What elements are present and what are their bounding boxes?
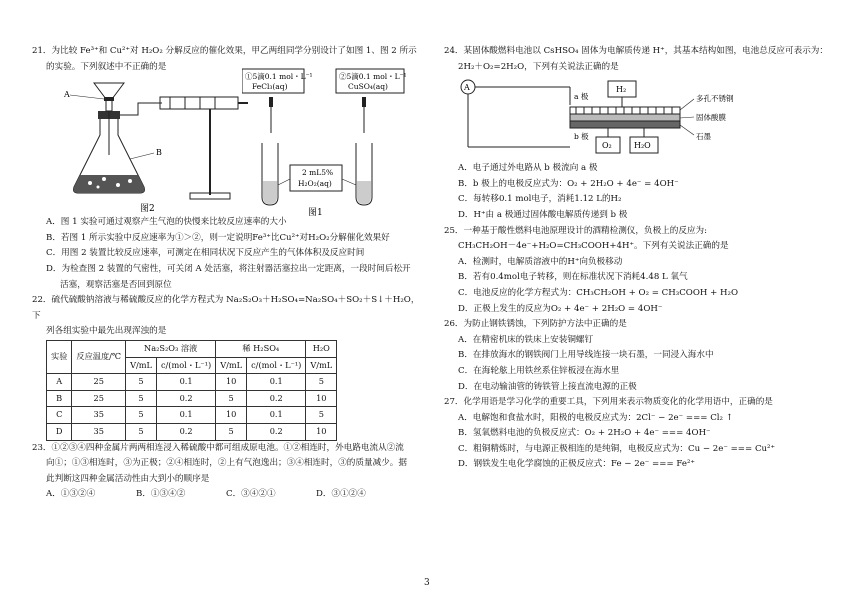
table-sub-v: V/mL — [216, 357, 247, 374]
layer-label-steel: 多孔不锈钢 — [696, 94, 734, 104]
q23-options — [32, 487, 422, 503]
q25-option-b: B．若有0.4mol电子转移，则在标准状况下消耗4.48 L 氧气 — [458, 272, 688, 283]
q21-option-d-line1: D．为检查图 2 装置的气密性，可关闭 A 处活塞，将注射器活塞拉出一定距离，一段时间后松开 — [46, 263, 411, 274]
table-cell: 5 — [306, 374, 337, 391]
q24-option-d: D．H⁺由 a 极通过固体酸电解质传递到 b 极 — [458, 209, 628, 220]
table-cell: B — [47, 390, 72, 407]
right-column — [444, 0, 834, 473]
table-cell: 0.2 — [156, 390, 215, 407]
q26-option-d: D．在电动输油管的铸铁管上接直流电源的正极 — [458, 381, 637, 392]
fig1-box1-line1: ①5滴0.1 mol・L⁻¹ — [245, 72, 313, 82]
q23-stem-line1: 23．①②③④四种金属片两两相连浸入稀硫酸中都可组成原电池。①②相连时，外电路电流从②流 — [32, 442, 404, 453]
table-cell: 0.2 — [247, 390, 306, 407]
q23-option-d: D．③①②④ — [316, 489, 366, 500]
q27-stem: 27．化学用语是学习化学的重要工具，下列用来表示物质变化的化学用语中，正确的是 — [444, 397, 773, 408]
electrode-a-label: a 极 — [574, 92, 589, 102]
table-row — [47, 423, 337, 440]
table-cell: 10 — [306, 390, 337, 407]
q25-option-d: D．正极上发生的反应为O₂ + 4e⁻ + 2H₂O = 4OH⁻ — [458, 303, 663, 314]
table-cell: 0.1 — [247, 407, 306, 424]
fig1-box3-line1: 2 mL5% — [302, 168, 334, 178]
table-cell: C — [47, 407, 72, 424]
table-cell: 0.1 — [156, 374, 215, 391]
q27-option-a: A．电解饱和食盐水时，阳极的电极反应式为：2Cl⁻ − 2e⁻ === Cl₂ ↑ — [458, 412, 733, 423]
figure-2-apparatus — [60, 75, 250, 215]
q22-stem-line1: 22．硫代硫酸钠溶液与稀硫酸反应的化学方程式为 Na₂S₂O₃＋H₂SO₄=Na₂SO₄＋SO₂＋S↓＋H₂O，下 — [32, 295, 420, 321]
table-header-h2so4: 稀 H₂SO₄ — [216, 340, 306, 357]
q25-stem-line2: CH₃CH₂OH－4e⁻+H₂O=CH₃COOH+4H⁺。下列有关说法正确的是 — [458, 241, 729, 252]
fig1-box3-line2: H₂O₂(aq) — [298, 179, 332, 189]
q26-stem: 26．为防止钢铁锈蚀，下列防护方法中正确的是 — [444, 319, 627, 330]
q27-option-b: B．氢氧燃料电池的负极反应式：O₂ + 2H₂O + 4e⁻ === 4OH⁻ — [458, 428, 711, 439]
table-sub-v: V/mL — [126, 357, 157, 374]
fig1-caption: 图1 — [308, 208, 323, 218]
q24-option-b: B．b 极上的电极反应式为：O₂ + 2H₂O + 4e⁻ = 4OH⁻ — [458, 178, 679, 189]
q26-option-c: C．在海轮舷上用铁丝系住锌板浸在海水里 — [458, 365, 620, 376]
table-cell: 25 — [72, 374, 126, 391]
table-cell: 5 — [126, 390, 157, 407]
fig2-label-b: B — [156, 148, 162, 158]
electrode-b-label: b 极 — [574, 132, 589, 142]
ammeter-label: A — [464, 83, 470, 93]
q25-option-a: A．检测时，电解质溶液中的H⁺向负极移动 — [458, 256, 623, 267]
table-sub-c: c/(mol・L⁻¹) — [247, 357, 306, 374]
table-cell: 25 — [72, 390, 126, 407]
q23-option-b: B．①③④② — [136, 489, 186, 500]
table-cell: 35 — [72, 407, 126, 424]
table-cell: 0.1 — [247, 374, 306, 391]
fig1-box1-line2: FeCl₃(aq) — [252, 82, 288, 92]
table-cell: 5 — [216, 423, 247, 440]
q23-stem-line3: 此判断这四种金属活动性由大到小的顺序是 — [46, 473, 210, 484]
layer-label-membrane: 固体酸膜 — [696, 113, 726, 123]
q21-option-b: B．若图 1 所示实验中反应速率为①＞②，则一定说明Fe³⁺比Cu²⁺对H₂O₂分解催化效果好 — [46, 232, 390, 243]
table-cell: 5 — [216, 390, 247, 407]
table-cell: 5 — [126, 407, 157, 424]
table-cell: 10 — [216, 407, 247, 424]
q24-option-a: A．电子通过外电路从 b 极流向 a 极 — [458, 163, 598, 174]
q23-option-a: A．①③②④ — [46, 489, 96, 500]
h2o-label: H₂O — [634, 141, 651, 151]
q21-stem-line1: 21．为比较 Fe³⁺和 Cu²⁺对 H₂O₂ 分解反应的催化效果，甲乙两组同学分别设计了如图 1、图 2 所示 — [32, 46, 417, 56]
table-cell: 0.2 — [156, 423, 215, 440]
table-cell: 10 — [216, 374, 247, 391]
table-cell: D — [47, 423, 72, 440]
q25-option-c: C．电池反应的化学方程式为：CH₃CH₂OH + O₂ = CH₃COOH + H₂O — [458, 287, 739, 298]
table-row — [47, 390, 337, 407]
q24-stem-line2: 2H₂＋O₂=2H₂O，下列有关说法正确的是 — [458, 61, 619, 72]
q21-option-a: A．图 1 实验可通过观察产生气泡的快慢来比较反应速率的大小 — [46, 217, 287, 228]
figure-1-test-tubes — [242, 67, 412, 217]
table-cell: 10 — [306, 423, 337, 440]
q22-stem-line2: 列各组实验中最先出现浑浊的是 — [46, 326, 167, 337]
left-column — [32, 0, 422, 503]
fig1-box2-line1: ②5滴0.1 mol・L⁻¹ — [339, 72, 407, 82]
table-cell: 5 — [306, 407, 337, 424]
table-cell: 0.2 — [247, 423, 306, 440]
q21-option-c: C．用图 2 装置比较反应速率，可测定在相同状况下反应产生的气体体积及反应时间 — [46, 248, 365, 259]
q22-table — [46, 340, 337, 441]
table-header-h2o: H₂O — [306, 340, 337, 357]
q26-option-b: B．在排放海水的钢铁阀门上用导线连接一块石墨，一同浸入海水中 — [458, 350, 714, 361]
q23-option-c: C．③④②① — [226, 489, 276, 500]
fig2-label-a: A — [64, 90, 70, 100]
fig1-box2-line2: CuSO₄(aq) — [348, 82, 388, 92]
q27-option-d: D．钢铁发生电化学腐蚀的正极反应式：Fe − 2e⁻ === Fe²⁺ — [458, 459, 695, 470]
table-cell: A — [47, 374, 72, 391]
o2-label: O₂ — [602, 141, 612, 151]
q24-option-c: C．每转移0.1 mol电子，消耗1.12 L的H₂ — [458, 194, 622, 205]
table-header-temp: 反应温度/℃ — [72, 340, 126, 373]
table-row — [47, 407, 337, 424]
q23-stem-line2: 向①；①③相连时，③为正极；②④相连时，②上有气泡逸出；③④相连时，③的质量减少。据 — [46, 458, 407, 469]
q21-option-d-line2: 活塞，观察活塞是否回到原位 — [60, 279, 172, 290]
page-number: 3 — [424, 578, 430, 588]
q25-stem-line1: 25．一种基于酸性燃料电池原理设计的酒精检测仪，负极上的反应为: — [444, 225, 708, 236]
q21-stem-line2: 的实验。下列叙述中不正确的是 — [46, 61, 167, 72]
fuel-cell-diagram — [458, 77, 758, 163]
table-cell: 5 — [126, 423, 157, 440]
layer-label-graphite: 石墨 — [696, 132, 711, 142]
q26-option-a: A．在精密机床的铁床上安装铜螺钉 — [458, 334, 594, 345]
table-header-na2s2o3: Na₂S₂O₃ 溶液 — [126, 340, 216, 357]
table-sub-v: V/mL — [306, 357, 337, 374]
table-row — [47, 374, 337, 391]
q27-option-c: C．粗铜精炼时，与电源正极相连的是纯铜，电极反应式为：Cu − 2e⁻ === Cu²⁺ — [458, 443, 776, 454]
table-header-exp: 实验 — [47, 340, 72, 373]
q24-stem-line1: 24．某固体酸燃料电池以 CsHSO₄ 固体为电解质传递 H⁺，其基本结构如图，电池总反应可表示为： — [444, 46, 828, 56]
table-sub-c: c/(mol・L⁻¹) — [156, 357, 215, 374]
table-cell: 35 — [72, 423, 126, 440]
h2-label: H₂ — [616, 85, 627, 95]
q24-figure — [444, 75, 834, 161]
fig2-caption: 图2 — [140, 204, 155, 215]
q21-figure — [32, 72, 422, 218]
table-cell: 0.1 — [156, 407, 215, 424]
table-cell: 5 — [126, 374, 157, 391]
